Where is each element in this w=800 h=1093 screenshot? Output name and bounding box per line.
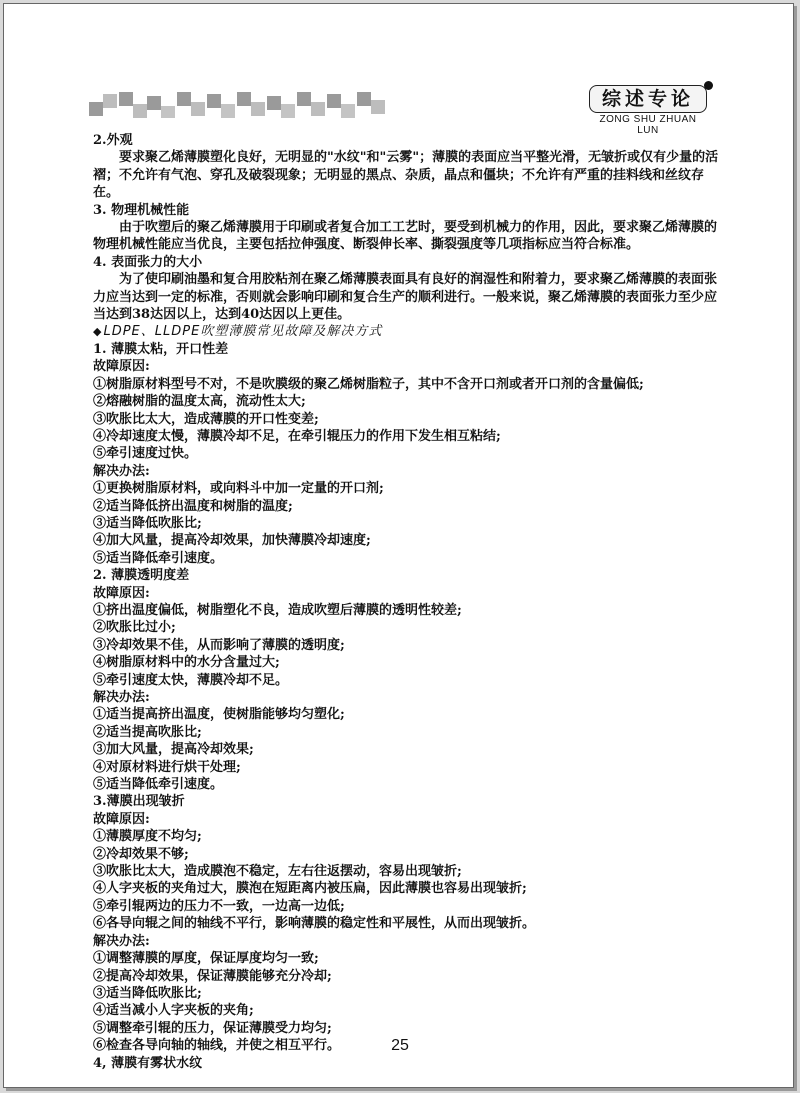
list-item: ④适当减小人字夹板的夹角; xyxy=(93,1003,254,1019)
list-item: ③适当降低吹胀比; xyxy=(93,515,202,531)
list-item: ③冷却效果不佳，从而影响了薄膜的透明度; xyxy=(93,637,345,653)
list-item: ①调整薄膜的厚度，保证厚度均匀一致; xyxy=(93,951,319,967)
list-label: 故障原因: xyxy=(93,359,150,375)
diamond-bullet-icon: ◆ xyxy=(93,325,103,339)
list-item: ④人字夹板的夹角过大，膜泡在短距离内被压扁，因此薄膜也容易出现皱折; xyxy=(93,881,527,897)
list-item: ③适当降低吹胀比; xyxy=(93,985,202,1001)
list-item: ⑤牵引速度太快，薄膜冷却不足。 xyxy=(93,672,289,688)
list-item: ②熔融树脂的温度太高，流动性太大; xyxy=(93,394,306,410)
badge-dot-icon xyxy=(704,81,713,90)
list-item: ①树脂原材料型号不对，不是吹膜级的聚乙烯树脂粒子，其中不含开口剂或者开口剂的含量偏低; xyxy=(93,376,644,392)
section-badge xyxy=(583,81,711,136)
list-item: ⑤适当降低牵引速度。 xyxy=(93,777,224,793)
list-item: ①挤出温度偏低，树脂塑化不良，造成吹塑后薄膜的透明性较差; xyxy=(93,602,462,618)
paragraph: 由于吹塑后的聚乙烯薄膜用于印刷或者复合加工工艺时，要受到机械力的作用，因此，要求聚乙烯薄膜的物理机械性能应当优良，主要包括拉伸强度、断裂伸长率、撕裂强度等几项指标应当符合标准。 xyxy=(93,220,718,253)
list-item: ②适当提高吹胀比; xyxy=(93,724,202,740)
list-label: 解决办法: xyxy=(93,933,150,949)
paragraph: 为了使印刷油墨和复合用胶粘剂在聚乙烯薄膜表面具有良好的润湿性和附着力，要求聚乙烯薄膜的表面张力应当达到一定的标准，否则就会影响印刷和复合生产的顺利进行。一般来说，聚乙烯薄膜的表面张力至少应当达到38达因以上，达到40达因以上更佳。 xyxy=(93,272,718,323)
section-heading: 2. 薄膜透明度差 xyxy=(93,568,190,584)
list-item: ④对原材料进行烘干处理; xyxy=(93,759,241,775)
list-label: 故障原因: xyxy=(93,585,150,601)
list-item: ④冷却速度太慢，薄膜冷却不足，在牵引辊压力的作用下发生相互粘结; xyxy=(93,428,501,444)
section-heading: 2.外观 xyxy=(93,133,133,148)
section-heading: 4, 薄膜有雾状水纹 xyxy=(93,1055,203,1071)
list-item: ③加大风量，提高冷却效果; xyxy=(93,742,254,758)
list-item: ⑥各导向辊之间的轴线不平行，影响薄膜的稳定性和平展性，从而出现皱折。 xyxy=(93,916,536,932)
list-item: ⑤牵引辊两边的压力不一致，一边高一边低; xyxy=(93,898,345,914)
list-item: ②冷却效果不够; xyxy=(93,846,189,862)
section-heading: 1. 薄膜太粘，开口性差 xyxy=(93,341,229,357)
paragraph: 要求聚乙烯薄膜塑化良好，无明显的"水纹"和"云雾"；薄膜的表面应当平整光滑，无皱折或仅有少量的活褶；不允许有气泡、穿孔及破裂现象；无明显的黑点、杂质，晶点和僵块；不允许有严重的挂料线和丝纹存在。 xyxy=(93,150,719,201)
list-label: 故障原因: xyxy=(93,811,150,827)
list-item: ④树脂原材料中的水分含量过大; xyxy=(93,655,280,671)
list-item: ⑥检查各导向轴的轴线，并使之相互平行。 xyxy=(93,1038,341,1054)
article-body xyxy=(93,132,721,1072)
list-item: ①适当提高挤出温度，使树脂能够均匀塑化; xyxy=(93,707,345,723)
section-badge-subtitle: ZONG SHU ZHUAN LUN xyxy=(599,114,697,136)
list-item: ⑤调整牵引辊的压力，保证薄膜受力均匀; xyxy=(93,1020,332,1036)
list-item: ①更换树脂原材料，或向料斗中加一定量的开口剂; xyxy=(93,481,384,497)
list-item: ③吹胀比太大，造成膜泡不稳定，左右往返摆动，容易出现皱折; xyxy=(93,864,462,880)
header-decorative-dots xyxy=(89,90,399,120)
section-badge-title: 综述专论 xyxy=(589,85,707,113)
section-heading: 4. 表面张力的大小 xyxy=(93,254,203,270)
section-heading: 3.薄膜出现皱折 xyxy=(93,794,185,810)
document-page xyxy=(3,3,794,1088)
handwritten-subtitle xyxy=(93,323,721,340)
list-item: ①薄膜厚度不均匀; xyxy=(93,829,202,845)
list-item: ②适当降低挤出温度和树脂的温度; xyxy=(93,498,293,514)
list-label: 解决办法: xyxy=(93,463,150,479)
list-item: ②吹胀比过小; xyxy=(93,620,176,636)
page-number: 25 xyxy=(391,1037,409,1054)
list-item: ②提高冷却效果，保证薄膜能够充分冷却; xyxy=(93,968,332,984)
list-item: ⑤适当降低牵引速度。 xyxy=(93,550,224,566)
list-label: 解决办法: xyxy=(93,690,150,705)
list-item: ④加大风量，提高冷却效果，加快薄膜冷却速度; xyxy=(93,533,371,549)
section-heading: 3. 物理机械性能 xyxy=(93,202,190,218)
list-item: ⑤牵引速度过快。 xyxy=(93,446,198,462)
handwritten-subtitle-text: LDPE、LLDPE吹塑薄膜常见故障及解决方式 xyxy=(103,324,383,340)
list-item: ③吹胀比太大，造成薄膜的开口性变差; xyxy=(93,411,319,427)
